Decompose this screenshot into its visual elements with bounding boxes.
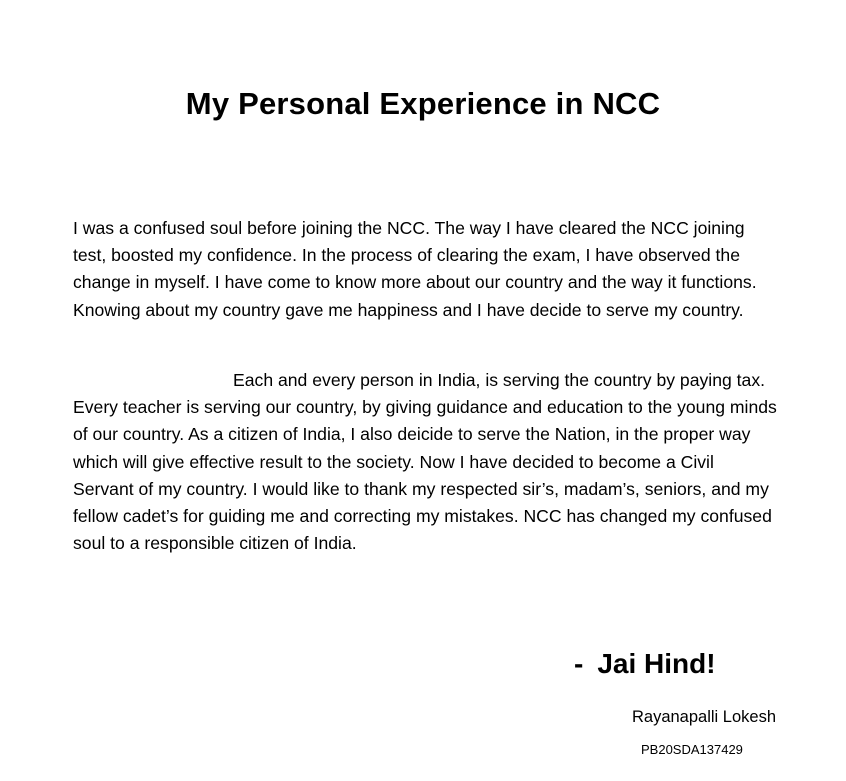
page-title: My Personal Experience in NCC (185, 86, 661, 121)
paragraph-1: I was a confused soul before joining the NCC. The way I have cleared the NCC joining test, boosted my confidence. In the process of clearing the exam, I have observed the change in myself. I have come to know more about our country and the way it functions. Knowing about my country gave me happiness and I have decide to serve my country. (73, 218, 757, 320)
registration-number: PB20SDA137429 (641, 742, 743, 757)
author-name: Rayanapalli Lokesh (631, 708, 776, 726)
paragraph-2: Each and every person in India, is serving the country by paying tax. Every teacher is serving our country, by giving guidance and education to the young minds of our country. As a citizen of India, I also deicide to serve the Nation, in the proper way which will give effective result to the society. Now I have decided to become a Civil Servant of my country. I would like to thank my respected sir’s, madam’s, seniors, and my fellow cadet’s for guiding me and correcting my mistakes. NCC has changed my confused soul to a responsible citizen of India. (73, 370, 777, 554)
sign-off-dash: - (574, 648, 584, 679)
sign-off-text: Jai Hind! (597, 648, 716, 679)
sign-off (574, 646, 716, 682)
